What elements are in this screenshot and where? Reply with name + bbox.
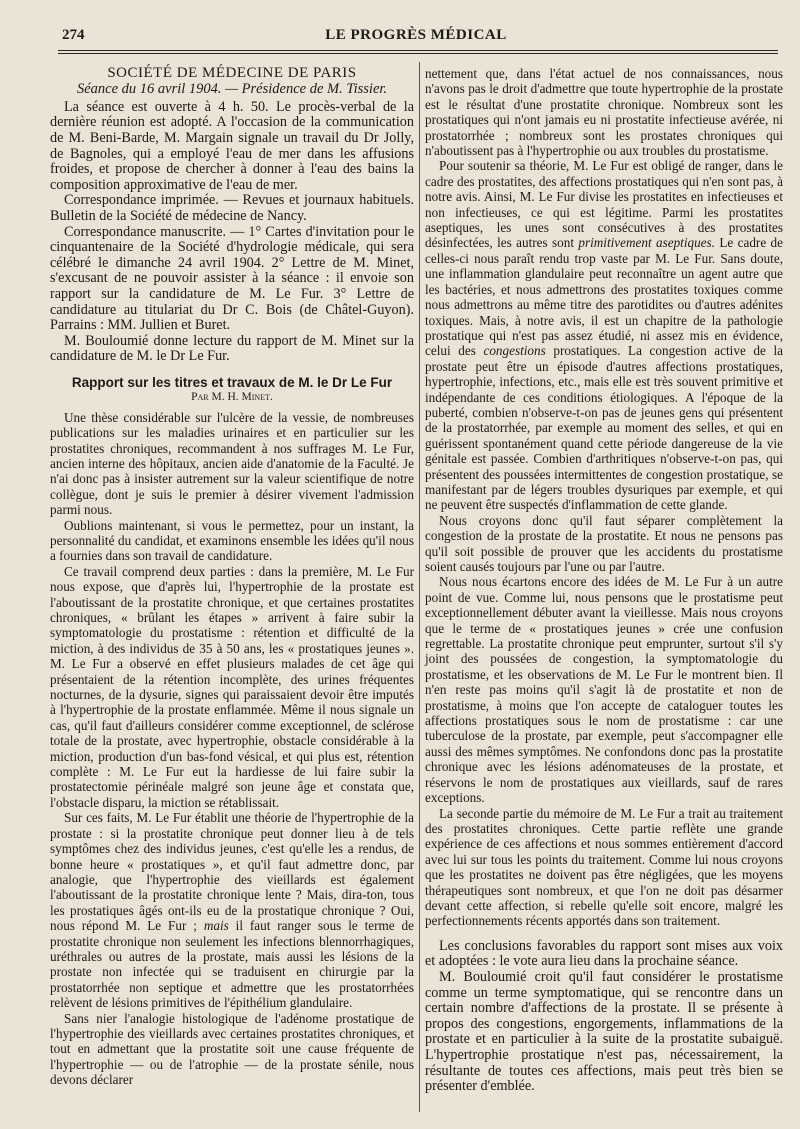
text-run: Sur ces faits, M. Le Fur établit une théorie de l'hypertrophie de la prostate : si la prostatite chronique peut donner lieu à de tels symptômes chez des individus jeunes, c'est qu'elle les a rendus, de bonne heure « prostatiques », et qu'il faut admettre donc, par analogie, que l'hypertrophie des vieillards est également l'aboutissant de la prostatite chronique lente ? Mais, dira-ton, tous les prostatiques âgés ont-ils eu de la prostatique chronique ? Oui, nous répond M. Le Fur ; (50, 810, 414, 934)
header-rule (58, 50, 778, 51)
report-paragraph: Une thèse considérable sur l'ulcère de la vessie, de nombreuses publications sur les maladies urinaires et en particulier sur les prostatites chroniques, recommandent à nos suffrages M. Le Fur, ancien interne des hôpitaux, ancien aide d'anatomie de la Faculté. Je n'ai donc pas à insister autrement sur la valeur scientifique de notre collègue, dont je suis le premier à désirer vivement l'admission parmi nous. (50, 409, 414, 518)
correspondance-imprimee: Correspondance imprimée. — Revues et journaux habituels. Bulletin de la Société de médecine de Nancy. (50, 192, 414, 224)
left-column (50, 66, 414, 1088)
bouloumie-paragraph: M. Bouloumié croit qu'il faut considérer le prostatisme comme un terme symptomatique, qui se rencontre dans un certain nombre d'affections de la prostate. Il se présente à propos des congestions, engorgements, inflammations de la prostate et en particulier à la suite de la prostatite subaiguë. L'hypertrophie prostatique n'est pas, nécessairement, la résultante de toutes ces affections, mais peut très bien se présenter d'emblée. (425, 968, 783, 1095)
report-paragraph (425, 158, 783, 512)
report-paragraph (50, 810, 414, 1010)
right-column (425, 66, 783, 1095)
text-run: il faut ranger sous le terme de prostatite chronique non seulement les infections blennorrhagiques, uréthrales ou autres de la prostate, mais aussi les lésions de la prostate non infectée qui se traduisent en chirurgie par la prostatorrhée non septique et admettre que les prostatorrhées relèvent de lésions primitives de l'épithélium glandulaire. (50, 918, 414, 1011)
report-paragraph: Ce travail comprend deux parties : dans la première, M. Le Fur nous expose, que d'après lui, l'hypertrophie de la prostate est l'aboutissant de la prostatite chronique, et que certaines prostatites chroniques, « brûlant les étapes » arrivent à faire subir la symptomatologie du prostatisme : rétention et difficulté de la miction, à des individus de 35 à 50 ans, les « prostatiques jeunes ». M. Le Fur a observé en effet plusieurs malades de cet âge qui présentaient de la rétention incomplète, des urines fréquentes nocturnes, de la dysurie, signes qui paraissaient devoir être imputés à l'hypertrophie de la prostate enflammée. Même il nous signale un cas, qu'il faut d'ailleurs considérer comme exceptionnel, de sclérose totale de la prostate, avec hypertrophie, obstacle considérable à la miction, production d'un bas-fond vésical, et qui plus est, rétention complète : M. Le Fur eut la hardiesse de lui faire subir la prostatectomie périnéale malgré son jeune âge et constata que, l'obstacle disparu, la miction se rétablissait. (50, 563, 414, 810)
journal-title: LE PROGRÈS MÉDICAL (325, 27, 507, 43)
report-title: Rapport sur les titres et travaux de M. le Dr Le Fur (71, 374, 393, 390)
conclusions-paragraph: Les conclusions favorables du rapport sont mises aux voix et adoptées : le vote aura lieu dans la prochaine séance. (425, 937, 783, 970)
italic-text: mais (203, 918, 229, 934)
society-title: SOCIÉTÉ DE MÉDECINE DE PARIS (107, 65, 357, 81)
page-header (58, 27, 774, 49)
page-number: 274 (62, 27, 85, 43)
column-divider (419, 62, 420, 1112)
bouloumie-lecture: M. Bouloumié donne lecture du rapport de M. Minet sur la candidature de M. le Dr Le Fur. (50, 332, 414, 365)
text-run: prostatiques. La congestion active de la prostate peut être un épisode d'autres affections prostatiques, hypertrophie, infections, etc., mais elle est très souvent primitive et indépendante de ces conditions étiologiques. A l'époque de la puberté, combien n'observe-t-on pas de jeunes gens qui présentent de la prostatorrhée, par exemple au moment des selles, et qui en guérissent spontanément quand cette période dangereuse de la vie génitale est passée. Combien d'arthritiques n'observe-t-on pas, qui présentent des poussées intermittentes de congestion prostatique, se manifestant par de légers troubles dysuriques par exemple, et qui ne peuvent être suspectés d'inflammation de cette glande. (425, 343, 784, 513)
correspondance-manuscrite: Correspondance manuscrite. — 1° Cartes d'invitation pour le cinquantenaire de la Société d'hydrologie médicale, qui sera célébré le dimanche 24 avril 1904. 2° Lettre de M. Minet, s'excusant de ne pouvoir assister à la séance : il envoie son rapport sur la candidature de M. Le Fur. 3° Lettre de candidature au titulariat du Dr C. Bois (de Châtel-Guyon). Parrains : MM. Jullien et Buret. (50, 223, 414, 334)
header-rule-double (58, 53, 778, 54)
report-paragraph: Nous croyons donc qu'il faut séparer complètement la congestion de la prostate de la prostatite. Et nous ne pensons pas qu'il soit possible de prouver que les accidents du prostatisme soient causés toujours par l'une ou par l'autre. (425, 512, 783, 574)
report-paragraph: Oublions maintenant, si vous le permettez, pour un instant, la personnalité du candidat, et examinons ensemble les idées qu'il nous a fournies dans son travail de candidature. (50, 517, 414, 564)
report-paragraph-continued: nettement que, dans l'état actuel de nos connaissances, nous n'avons pas le droit d'admettre que toute hypertrophie de la prostate est le résultat d'une prostatite chronique. Nombreux sont les prostatiques qui n'ont jamais eu ni prostatite infectieuse avérée, ni prostatorrhée ; nombreux sont les prostates chroniques qui n'aboutissent pas à l'hypertrophie ou aux troubles du prostatisme. (425, 66, 783, 159)
italic-text: congestions (483, 343, 546, 359)
report-paragraph: La seconde partie du mémoire de M. Le Fur a trait au traitement des prostatites chroniques. Cette partie reflète une grande expérience de ces affections et nous sommes entièrement d'accord avec lui sur tous les points du traitement. Comme lui nous croyons que les prostatites ne doivent pas être négligées, que les moyens thérapeutiques sont nombreux, et que l'on ne doit pas désarmer devant cette affection, si rebelle qu'elle soit encore, malgré les perfectionnements récents apportés dans son traitement. (425, 805, 783, 929)
seance-line: Séance du 16 avril 1904. — Présidence de M. Tissier. (76, 81, 388, 98)
opening-paragraph: La séance est ouverte à 4 h. 50. Le procès-verbal de la dernière réunion est adopté. A l'occasion de la communication de M. Beni-Barde, M. Margain signale un travail du Dr Jolly, de Bagnoles, qui a employé l'eau de mer dans les affusions froides, et propose de chercher à donner à l'eau des bains la composition approximative de l'eau de mer. (50, 98, 414, 193)
report-paragraph: Nous nous écartons encore des idées de M. Le Fur à un autre point de vue. Comme lui, nous pensons que le prostatisme peut exceptionnellement débuter avant la vieillesse. Mais nous croyons que le terme de « prostatiques jeunes » crée une confusion regrettable. La prostatite chronique peut emprunter, surtout s'il s'y joint des poussées de congestion, la symptomatologie du prostatisme, et les observations de M. Le Fur le montrent bien. Il n'en reste pas moins qu'il s'agit là de prostatite et non de prostatisme, à moins que l'on accepte de cataloguer toutes les affections prostatiques sous le nom de prostatisme : car une tuberculose de la prostate, par exemple, peut s'accompagner elle aussi des mêmes symptômes. Ne confondons donc pas la prostatite chronique avec les lésions adénomateuses de la prostate, et réservons le nom de prostatiques aux vieillards, sauf de rares exceptions. (425, 574, 783, 806)
italic-text: primitivement aseptiques. (578, 235, 715, 251)
report-paragraph: Sans nier l'analogie histologique de l'adénome prostatique de l'hypertrophie des vieillards avec certaines prostatites chroniques, et tout en admettant que la prostatite soit une cause fréquente de l'hypertrophie — ou de l'atrophie — de la prostate sénile, nous devons déclarer (50, 1010, 414, 1088)
text-run: Le cadre de celles-ci nous paraît rendu trop vaste par M. Le Fur. Sans doute, une inflammation glandulaire peut reconnaître un agent autre que les bactéries, et nous admettrons des prostatites toxiques comme nous admettrons au même titre des parotidites ou d'autres adénites toxiques. Mais, à notre avis, il est un chapitre de la pathologie prostatique qui n'est pas assez étudié, ni assez mis en évidence, celui des (425, 235, 784, 359)
text-run: Pour soutenir sa théorie, M. Le Fur est obligé de ranger, dans le cadre des prostatites, des affections prostatiques qui n'en sont pas, à notre avis. Ainsi, M. Le Fur divise les prostatites en infectieuses et non infectieuses, ce qui est légitime. Parmi les prostatites aseptiques, les unes sont consécutives à des prostatites désinfectées, les autres sont (425, 158, 783, 251)
report-author: Par M. H. Minet. (191, 391, 273, 404)
